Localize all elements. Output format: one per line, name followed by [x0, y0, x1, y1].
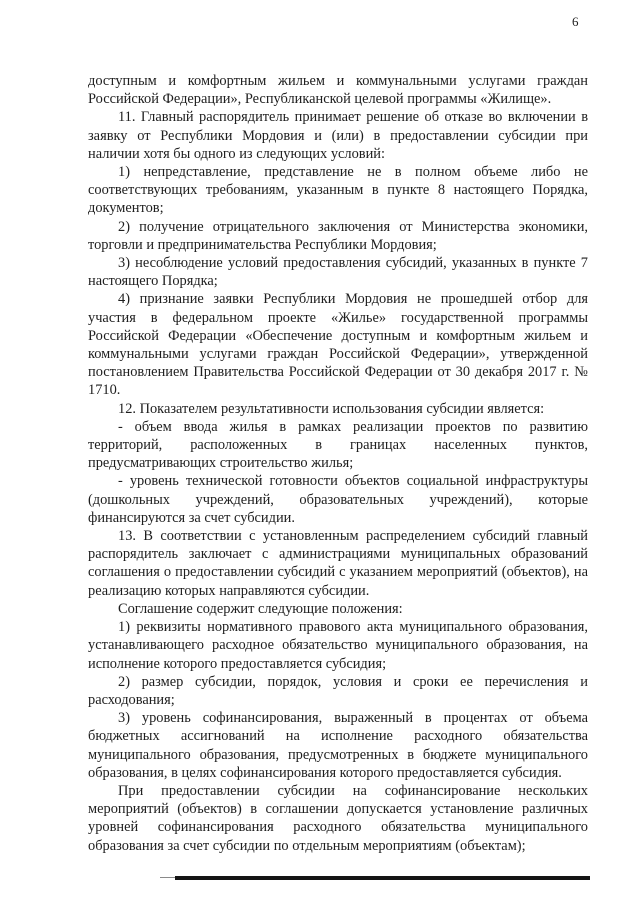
page-number: 6 — [572, 14, 579, 29]
paragraph: - объем ввода жилья в рамках реализации проектов по развитию территорий, расположенных в границах населенных пунктов, предусматривающих строительство жилья; — [88, 418, 588, 472]
paragraph: - уровень технической готовности объектов социальной инфраструктуры (дошкольных учреждений, образовательных учреждений), которые финансируются за счет субсидии. — [88, 473, 588, 526]
paragraph: 2) размер субсидии, порядок, условия и сроки ее перечисления и расходования; — [88, 673, 588, 708]
scan-edge-bar — [175, 876, 590, 880]
paragraph: 2) получение отрицательного заключения от Министерства экономики, торговли и предпринимательства Республики Мордовия; — [88, 218, 588, 253]
paragraph: доступным и комфортным жильем и коммунальными услугами граждан Российской Федерации», Республиканской целевой программы «Жилище». — [88, 73, 588, 108]
paragraph: При предоставлении субсидии на софинансирование нескольких мероприятий (объектов) в соглашении допускается установление различных уровней софинансирования расходного обязательства муниципального образования за счет субсидии по отдельным мероприятиям (объектам); — [88, 782, 588, 854]
document-body — [88, 72, 588, 855]
paragraph: 1) непредставление, представление не в полном объеме либо не соответствующих требованиям, указанным в пункте 8 настоящего Порядка, документов; — [88, 164, 588, 217]
paragraph: 3) уровень софинансирования, выраженный в процентах от объема бюджетных ассигнований на исполнение расходного обязательства муниципального образования, предусмотренных в бюджете муниципального образования, в целях софинансирования которого предоставляется субсидия. — [88, 710, 588, 781]
paragraph: Соглашение содержит следующие положения: — [118, 600, 403, 617]
paragraph: 11. Главный распорядитель принимает решение об отказе во включении в заявку от Республики Мордовия и (или) в предоставлении субсидии при наличии хотя бы одного из следующих условий: — [88, 109, 588, 162]
paragraph: 13. В соответствии с установленным распределением субсидий главный распорядитель заключает с администрациями муниципальных образований соглашения о предоставлении субсидий с указанием мероприятий (объектов), на реализацию которых направляются субсидии. — [88, 528, 588, 599]
paragraph: 4) признание заявки Республики Мордовия не прошедшей отбор для участия в федеральном проекте «Жилье» государственной программы Российской Федерации «Обеспечение доступным и комфортным жильем и коммунальными услугами граждан Российской Федерации», утвержденной постановлением Правительства Российской Федерации от 30 декабря 2017 г. № 1710. — [88, 291, 588, 399]
paragraph: 3) несоблюдение условий предоставления субсидий, указанных в пункте 7 настоящего Порядка; — [88, 255, 588, 290]
paragraph: 1) реквизиты нормативного правового акта муниципального образования, устанавливающего расходное обязательство муниципального образования, на исполнение которого предоставляется субсидия; — [88, 619, 588, 672]
paragraph: 12. Показателем результативности использования субсидии является: — [118, 400, 545, 417]
